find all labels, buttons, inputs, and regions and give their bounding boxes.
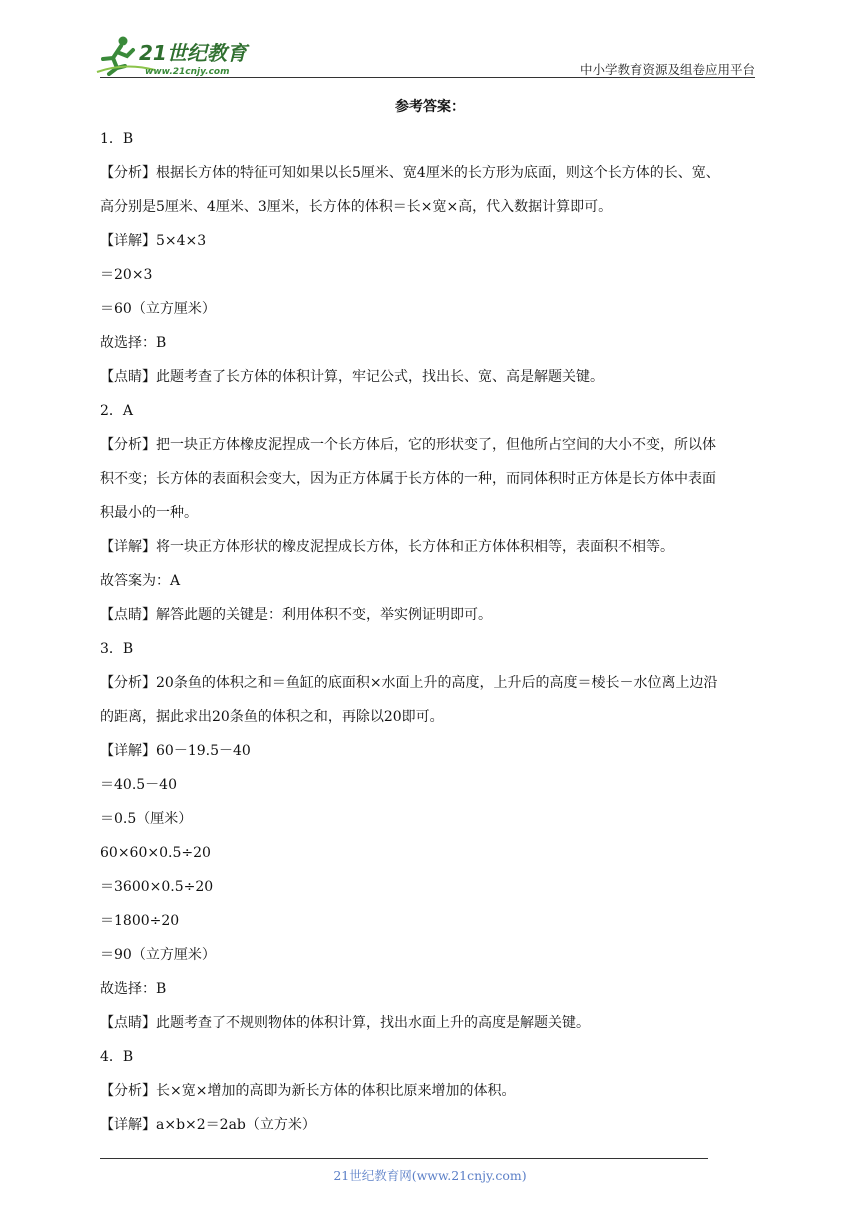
page-header <box>95 30 755 78</box>
answer-line: ＝40.5－40 <box>100 777 177 793</box>
answer-line: 积不变；长方体的表面积会变大，因为正方体属于长方体的一种，而同体积时正方体是长方体中表面 <box>100 471 716 487</box>
answer-line: 【分析】把一块正方体橡皮泥捏成一个长方体后，它的形状变了，但他所占空间的大小不变，所以体 <box>100 437 716 453</box>
answer-line: ＝90（立方厘米） <box>100 947 216 963</box>
answer-line: 3．B <box>100 641 134 657</box>
answer-line: ＝60（立方厘米） <box>100 301 216 317</box>
logo-url: www.21cnjy.com <box>145 67 230 76</box>
answer-line: 【点睛】解答此题的关键是：利用体积不变，举实例证明即可。 <box>100 607 492 623</box>
footer-source[interactable]: 21世纪教育网(www.21cnjy.com) <box>333 1168 527 1183</box>
answer-line: 【分析】20条鱼的体积之和＝鱼缸的底面积×水面上升的高度，上升后的高度＝棱长－水位离上边沿 <box>100 675 718 691</box>
answer-line: ＝20×3 <box>100 267 153 283</box>
answer-line: 60×60×0.5÷20 <box>100 845 211 861</box>
platform-label: 中小学教育资源及组卷应用平台 <box>579 62 755 77</box>
answer-line: 【详解】a×b×2＝2ab（立方米） <box>100 1117 316 1133</box>
answer-line: 【详解】5×4×3 <box>100 233 207 249</box>
answer-line: ＝3600×0.5÷20 <box>100 879 214 895</box>
answer-line: 【详解】将一块正方体形状的橡皮泥捏成长方体，长方体和正方体体积相等，表面积不相等。 <box>100 539 674 555</box>
answer-line: 【点睛】此题考查了长方体的体积计算，牢记公式，找出长、宽、高是解题关键。 <box>100 369 604 385</box>
answer-line: 【分析】根据长方体的特征可知如果以长5厘米、宽4厘米的长方形为底面，则这个长方体的长、宽、 <box>100 165 720 181</box>
logo-text: 21世纪教育 <box>139 41 247 65</box>
answer-line: 故选择：B <box>100 981 167 997</box>
answer-line: ＝0.5（厘米） <box>100 811 193 827</box>
footer-divider <box>100 1158 708 1159</box>
answer-line: 1．B <box>100 131 134 147</box>
answer-line: 【详解】60－19.5－40 <box>100 743 251 759</box>
answer-line: 高分别是5厘米、4厘米、3厘米，长方体的体积＝长×宽×高，代入数据计算即可。 <box>100 199 613 215</box>
site-logo <box>95 32 265 76</box>
answer-title: 参考答案： <box>395 99 465 115</box>
answer-line: 故答案为：A <box>100 573 181 589</box>
answer-line: 4．B <box>100 1049 134 1065</box>
answer-line: 故选择：B <box>100 335 167 351</box>
answer-line: 积最小的一种。 <box>100 505 198 521</box>
answer-line: 【分析】长×宽×增加的高即为新长方体的体积比原来增加的体积。 <box>100 1083 516 1099</box>
answer-content <box>100 122 760 1142</box>
answer-line: 【点睛】此题考查了不规则物体的体积计算，找出水面上升的高度是解题关键。 <box>100 1015 590 1031</box>
answer-line: 的距离，据此求出20条鱼的体积之和，再除以20即可。 <box>100 709 444 725</box>
header-divider <box>100 77 755 78</box>
answer-line: ＝1800÷20 <box>100 913 180 929</box>
answer-line: 2．A <box>100 403 134 419</box>
